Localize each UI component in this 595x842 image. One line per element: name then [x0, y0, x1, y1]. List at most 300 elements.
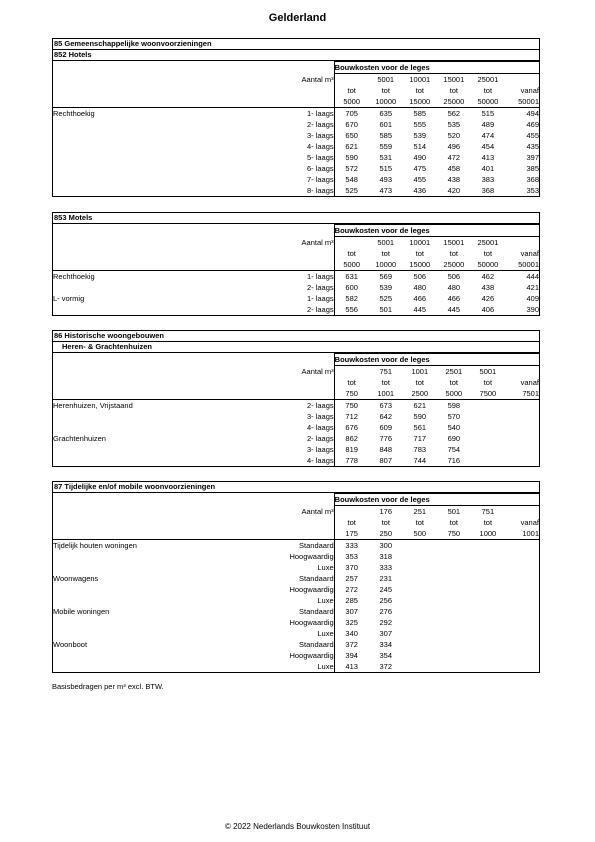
cost-cell: 421: [526, 283, 539, 292]
cost-cell: [471, 606, 505, 617]
cost-cell: [437, 628, 471, 639]
cost-cell: 401: [481, 164, 495, 173]
column-to: 7501: [505, 388, 539, 400]
table-row: [53, 304, 539, 315]
row-name: [53, 422, 226, 433]
column-to: 1001: [505, 528, 539, 540]
column-from: [334, 506, 369, 518]
row-name: [53, 174, 226, 185]
cost-cell: 325: [345, 618, 358, 627]
cost-cell: 272: [345, 585, 358, 594]
row-name: [53, 282, 226, 293]
cost-cell: 562: [447, 109, 461, 118]
table-row: [53, 606, 539, 617]
column-tot: vanaf: [520, 378, 539, 387]
column-to: 15000: [403, 259, 437, 271]
cost-cell: 455: [413, 175, 427, 184]
table-row: [53, 282, 539, 293]
cost-cell: [437, 650, 471, 661]
header-cell-blank: [53, 354, 226, 366]
cost-cell: 285: [345, 596, 358, 605]
cost-cell: 515: [481, 109, 495, 118]
cost-cell: 582: [345, 294, 358, 303]
column-from: 10001: [409, 75, 431, 84]
cost-cell: 716: [447, 456, 461, 465]
cost-cell: 413: [481, 153, 495, 162]
cost-cell: 531: [379, 153, 392, 162]
cost-cell: 515: [379, 164, 392, 173]
cost-cell: [403, 661, 437, 672]
column-from: 25001: [477, 238, 499, 247]
header-cell-blank: [226, 517, 334, 528]
cost-cell: 514: [413, 142, 427, 151]
header-cell-blank: [53, 62, 226, 74]
table-row: [53, 584, 539, 595]
table-row: [53, 455, 539, 466]
cost-cell: 501: [379, 305, 392, 314]
section-86-historisch: [52, 330, 540, 467]
column-tot: vanaf: [520, 86, 539, 95]
cost-cell: 712: [345, 412, 358, 421]
header-row-to: [53, 528, 539, 540]
cost-cell: 473: [379, 186, 392, 195]
table-row: [53, 152, 539, 163]
cost-cell: 561: [413, 423, 427, 432]
table-row: [53, 141, 539, 152]
cost-cell: [471, 455, 505, 466]
column-tot: tot: [449, 378, 458, 387]
header-cell-blank: [226, 528, 334, 540]
cost-cell: 368: [526, 175, 539, 184]
cost-cell: 807: [379, 456, 392, 465]
column-from: 176: [379, 507, 392, 516]
section-header-852: 852 Hotels: [53, 50, 539, 61]
cost-cell: [505, 562, 539, 573]
cost-cell: [403, 639, 437, 650]
table-row: [53, 130, 539, 141]
row-label: Standaard: [226, 540, 334, 552]
cost-cell: [437, 639, 471, 650]
row-name: [53, 444, 226, 455]
section-853-motels: [52, 212, 540, 316]
cost-cell: 539: [379, 283, 392, 292]
cost-cell: 520: [447, 131, 461, 140]
row-label: 2- laags: [226, 119, 334, 130]
row-label: 1- laags: [226, 108, 334, 120]
cost-cell: 598: [447, 401, 461, 410]
row-name: [53, 617, 226, 628]
table-row: [53, 540, 539, 552]
cost-cell: 506: [413, 272, 427, 281]
cost-cell: [471, 551, 505, 562]
header-cell-blank: [226, 354, 334, 366]
table-87: [53, 493, 539, 672]
cost-cell: [471, 639, 505, 650]
cost-cell: 353: [526, 186, 539, 195]
column-from: [334, 366, 369, 378]
cost-cell: 705: [345, 109, 358, 118]
header-cell-blank: [53, 494, 226, 506]
cost-cell: [471, 562, 505, 573]
cost-cell: [437, 595, 471, 606]
header-cell-blank: [53, 517, 226, 528]
cost-cell: 475: [413, 164, 427, 173]
cost-cell: 539: [413, 131, 427, 140]
cost-cell: 390: [526, 305, 539, 314]
column-to: 50000: [471, 259, 505, 271]
aantal-label: Aantal m³: [226, 237, 334, 249]
cost-cell: 466: [413, 294, 427, 303]
cost-cell: 368: [481, 186, 495, 195]
row-label: 2- laags: [226, 400, 334, 412]
header-cell-blank: [226, 85, 334, 96]
cost-cell: 559: [379, 142, 392, 151]
cost-cell: 490: [413, 153, 427, 162]
cost-cell: 383: [481, 175, 495, 184]
column-to: 175: [334, 528, 369, 540]
row-label: 3- laags: [226, 411, 334, 422]
header-cell-blank: [53, 96, 226, 108]
row-label: 8- laags: [226, 185, 334, 196]
section-header-87: 87 Tijdelijke en/of mobile woonvoorzieningen: [53, 482, 539, 493]
cost-cell: 621: [413, 401, 427, 410]
cost-cell: [403, 551, 437, 562]
table-row: [53, 411, 539, 422]
table-row: [53, 595, 539, 606]
column-to: 7500: [471, 388, 505, 400]
column-to: 5000: [437, 388, 471, 400]
cost-cell: 525: [379, 294, 392, 303]
column-to: 250: [369, 528, 403, 540]
cost-cell: 394: [345, 651, 358, 660]
header-cell-blank: [53, 388, 226, 400]
table-row: [53, 400, 539, 412]
row-name: [53, 141, 226, 152]
cost-cell: [403, 606, 437, 617]
cost-cell: [471, 433, 505, 444]
row-label: 3- laags: [226, 444, 334, 455]
cost-cell: 496: [447, 142, 461, 151]
cost-cell: 354: [379, 651, 392, 660]
header-cell-blank: [226, 388, 334, 400]
column-from: [505, 366, 539, 378]
cost-cell: 480: [413, 283, 427, 292]
header-row-from: [53, 237, 539, 249]
column-tot: tot: [347, 518, 356, 527]
cost-cell: 585: [413, 109, 427, 118]
column-tot: tot: [449, 86, 458, 95]
cost-cell: [403, 562, 437, 573]
cost-cell: [471, 422, 505, 433]
column-from: 501: [447, 507, 461, 516]
cost-cell: 385: [526, 164, 539, 173]
cost-cell: 600: [345, 283, 358, 292]
row-name: Woonwagens: [53, 574, 99, 583]
row-label: Hoogwaardig: [226, 584, 334, 595]
header-cell-blank: [53, 506, 226, 518]
table-row: [53, 617, 539, 628]
cost-cell: 334: [379, 640, 392, 649]
cost-cell: [403, 628, 437, 639]
header-row-to: [53, 388, 539, 400]
cost-cell: 650: [345, 131, 358, 140]
header-row-tot: [53, 85, 539, 96]
row-name: Herenhuizen, Vrijstaand: [53, 401, 133, 410]
row-name: [53, 152, 226, 163]
cost-cell: [403, 573, 437, 584]
cost-cell: [471, 661, 505, 672]
header-cell-blank: [226, 96, 334, 108]
cost-cell: 300: [379, 541, 392, 550]
cost-cell: 819: [345, 445, 358, 454]
column-from: 5001: [479, 367, 497, 376]
header-row-tot: [53, 517, 539, 528]
column-tot: vanaf: [520, 249, 539, 258]
cost-cell: 426: [481, 294, 495, 303]
row-name: [53, 185, 226, 196]
column-tot: tot: [483, 378, 493, 387]
cost-cell: 590: [345, 153, 358, 162]
cost-cell: [437, 617, 471, 628]
column-from: 751: [379, 367, 392, 376]
row-name: Rechthoekig: [53, 272, 95, 281]
column-tot: tot: [381, 378, 390, 387]
table-row: [53, 639, 539, 650]
table-row: [53, 650, 539, 661]
cost-cell: 454: [481, 142, 495, 151]
cost-cell: [471, 584, 505, 595]
cost-cell: 570: [447, 412, 461, 421]
column-from: [505, 506, 539, 518]
row-label: Hoogwaardig: [226, 617, 334, 628]
row-label: 3- laags: [226, 130, 334, 141]
column-tot: tot: [381, 86, 390, 95]
header-row-bouwkosten: [53, 354, 539, 366]
table-86: [53, 353, 539, 466]
cost-cell: 585: [379, 131, 392, 140]
section-87-tijdelijk: [52, 481, 540, 673]
row-label: 2- laags: [226, 304, 334, 315]
cost-cell: [437, 562, 471, 573]
cost-cell: 670: [345, 120, 358, 129]
column-tot: tot: [347, 249, 356, 258]
table-row: [53, 628, 539, 639]
cost-cell: 635: [379, 109, 392, 118]
cost-cell: [471, 650, 505, 661]
cost-cell: 862: [345, 434, 358, 443]
section-header-853: 853 Motels: [53, 213, 539, 224]
cost-cell: 621: [345, 142, 358, 151]
cost-cell: 276: [379, 607, 392, 616]
cost-cell: 472: [447, 153, 461, 162]
cost-cell: [505, 455, 539, 466]
cost-cell: 372: [345, 640, 358, 649]
row-name: [53, 130, 226, 141]
cost-cell: [505, 650, 539, 661]
header-cell-blank: [226, 248, 334, 259]
cost-cell: [403, 584, 437, 595]
column-to: 500: [403, 528, 437, 540]
cost-cell: 474: [481, 131, 495, 140]
cost-cell: [437, 573, 471, 584]
cost-cell: [471, 573, 505, 584]
cost-cell: [505, 411, 539, 422]
cost-cell: [437, 661, 471, 672]
copyright-footer: © 2022 Nederlands Bouwkosten Instituut: [224, 822, 371, 831]
row-label: 2- laags: [226, 433, 334, 444]
cost-cell: [505, 606, 539, 617]
row-label: Standaard: [226, 639, 334, 650]
cost-cell: 318: [379, 552, 392, 561]
row-label: Luxe: [226, 595, 334, 606]
cost-cell: 506: [447, 272, 461, 281]
cost-cell: 409: [526, 294, 539, 303]
cost-cell: [403, 540, 437, 552]
cost-cell: 397: [526, 153, 539, 162]
aantal-label: Aantal m³: [226, 506, 334, 518]
row-name: [53, 119, 226, 130]
cost-cell: 445: [413, 305, 427, 314]
column-from: [334, 74, 369, 86]
header-row-bouwkosten: [53, 225, 539, 237]
row-name: [53, 304, 226, 315]
column-from: [334, 237, 369, 249]
column-from: 2501: [445, 367, 463, 376]
section-header-86: 86 Historische woongebouwen: [53, 331, 539, 342]
table-row: [53, 573, 539, 584]
cost-cell: [471, 444, 505, 455]
cost-cell: 307: [345, 607, 358, 616]
table-row: [53, 562, 539, 573]
cost-cell: [403, 650, 437, 661]
column-to: 750: [437, 528, 471, 540]
table-row: [53, 293, 539, 304]
column-tot: vanaf: [520, 518, 539, 527]
column-to: 25000: [437, 259, 471, 271]
row-name: [53, 628, 226, 639]
cost-cell: [437, 606, 471, 617]
row-label: 4- laags: [226, 422, 334, 433]
cost-cell: 548: [345, 175, 358, 184]
header-cell-blank: [53, 528, 226, 540]
table-row: [53, 444, 539, 455]
column-from: 15001: [443, 238, 465, 247]
row-name: [53, 595, 226, 606]
table-row: [53, 185, 539, 196]
row-name: Grachtenhuizen: [53, 434, 106, 443]
cost-cell: 489: [481, 120, 495, 129]
cost-cell: 458: [447, 164, 461, 173]
row-label: Hoogwaardig: [226, 551, 334, 562]
column-to: 1000: [471, 528, 505, 540]
cost-cell: [403, 617, 437, 628]
cost-cell: 525: [345, 186, 358, 195]
cost-cell: 556: [345, 305, 358, 314]
column-from: 10001: [409, 238, 431, 247]
footnote: Basisbedragen per m³ excl. BTW.: [52, 682, 164, 691]
row-label: 1- laags: [226, 271, 334, 283]
cost-cell: 601: [379, 120, 392, 129]
section-852-hotels: [52, 38, 540, 197]
column-tot: tot: [449, 249, 458, 258]
row-name: Woonboot: [53, 640, 88, 649]
header-cell-blank: [53, 225, 226, 237]
column-to: 5000: [334, 96, 369, 108]
header-row-to: [53, 259, 539, 271]
row-name: [53, 661, 226, 672]
cost-cell: 245: [379, 585, 392, 594]
column-to: 50001: [505, 96, 539, 108]
cost-cell: 413: [345, 662, 358, 671]
cost-cell: 848: [379, 445, 392, 454]
header-cell-blank: [53, 366, 226, 378]
cost-cell: [471, 411, 505, 422]
table-row: [53, 174, 539, 185]
column-tot: tot: [415, 378, 424, 387]
cost-cell: 435: [526, 142, 539, 151]
header-cell-blank: [226, 377, 334, 388]
column-from: 751: [481, 507, 495, 516]
row-name: [53, 411, 226, 422]
cost-cell: 493: [379, 175, 392, 184]
row-label: Standaard: [226, 573, 334, 584]
bouwkosten-header: Bouwkosten voor de leges: [334, 494, 539, 506]
table-row: [53, 163, 539, 174]
cost-cell: 590: [413, 412, 427, 421]
column-to: 2500: [403, 388, 437, 400]
column-tot: tot: [483, 518, 493, 527]
cost-cell: 569: [379, 272, 392, 281]
row-name: [53, 163, 226, 174]
table-row: [53, 271, 539, 283]
column-tot: tot: [381, 249, 390, 258]
header-row-from: [53, 366, 539, 378]
cost-cell: 444: [526, 272, 539, 281]
row-label: 7- laags: [226, 174, 334, 185]
bouwkosten-header: Bouwkosten voor de leges: [334, 225, 539, 237]
cost-cell: 469: [526, 120, 539, 129]
column-to: 50001: [505, 259, 539, 271]
column-to: 5000: [334, 259, 369, 271]
column-tot: tot: [449, 518, 458, 527]
cost-cell: [505, 595, 539, 606]
cost-cell: 783: [413, 445, 427, 454]
column-tot: tot: [381, 518, 390, 527]
header-cell-blank: [226, 225, 334, 237]
cost-cell: 292: [379, 618, 392, 627]
cost-cell: [505, 400, 539, 412]
header-cell-blank: [53, 377, 226, 388]
row-name: Rechthoekig: [53, 109, 95, 118]
column-from: 1001: [411, 367, 429, 376]
cost-cell: 462: [481, 272, 495, 281]
column-from: [505, 237, 539, 249]
column-from: 25001: [477, 75, 499, 84]
cost-cell: 750: [345, 401, 358, 410]
bouwkosten-header: Bouwkosten voor de leges: [334, 354, 539, 366]
header-cell-blank: [53, 85, 226, 96]
cost-cell: [471, 540, 505, 552]
column-to: 50000: [471, 96, 505, 108]
cost-cell: 480: [447, 283, 461, 292]
column-from: 251: [413, 507, 427, 516]
table-853: [53, 224, 539, 315]
header-row-from: [53, 74, 539, 86]
column-tot: tot: [415, 249, 424, 258]
cost-cell: [505, 639, 539, 650]
page-title: Gelderland: [268, 12, 327, 24]
cost-cell: 642: [379, 412, 392, 421]
